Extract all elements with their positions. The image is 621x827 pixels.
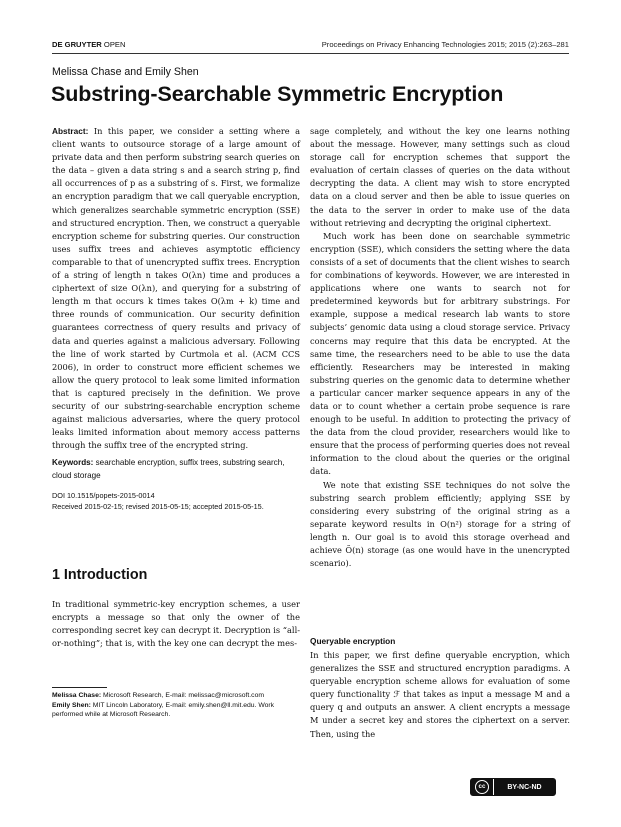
footnote-rule [52, 687, 107, 688]
footnote-shen: Emily Shen: MIT Lincoln Laboratory, E-mail: emily.shen@ll.mit.edu. Work performed while at Microsoft Research. [52, 701, 275, 719]
received-dates: Received 2015-02-15; revised 2015-05-15; accepted 2015-05-15. [52, 501, 264, 511]
creative-commons-icon: cc [471, 779, 493, 795]
doi-block [52, 490, 300, 512]
abstract-text: In this paper, we consider a setting where a client wants to outsource storage of a large amount of private data and then perform substring search queries on the data – given a data string s and a search string p, find all occurrences of p as a substring of s. First, we formalize an encryption paradigm that we call queryable encryption, which generalizes searchable symmetric encryption (SSE) and structured encryption. Then, we construct a queryable encryption scheme for substring queries. Our construction uses suffix trees and achieves asymptotic efficiency comparable to that of unencrypted suffix trees. Encryption of a string of length n takes O(λn) time and produces a ciphertext of size O(λn), and querying for a substring of length m that occurs k times takes O(λm + k) time and three rounds of communication. Our security definition guarantees correctness of query results and privacy of data and queries against a malicious adversary. Following the line of work started by Curtmola et al. (ACM CCS 2006), in order to construct more efficient schemes we allow the query protocol to leak some limited information that is captured precisely in the definition. We prove security of our substring-searchable encryption scheme against malicious adversaries, where the query protocol leaks limited information about memory access patterns through the suffix tree of the encrypted string. [52, 126, 300, 451]
right-column [310, 125, 570, 570]
doi: DOI 10.1515/popets-2015-0014 [52, 490, 155, 500]
abstract-label: Abstract: [52, 126, 89, 136]
author-footnotes [52, 691, 300, 720]
left-column [52, 125, 300, 512]
intro-paragraph-3: We note that existing SSE techniques do not solve the substring search problem efficiently; applying SSE by considering every substring of the original string as a separate keyword results in O(n²) storage for a string of length n. Our goal is to avoid this storage overhead and achieve Õ(n) storage (as one would have in the unencrypted scenario). [310, 479, 570, 569]
header-rule [52, 53, 569, 54]
abstract [52, 125, 300, 452]
author-line: Melissa Chase and Emily Shen [52, 66, 199, 78]
intro-paragraph-continued: sage completely, and without the key one learns nothing about the message. However, many settings such as cloud storage call for encryption schemes that support the evaluation of certain classes of queries on the data without decrypting the data. A client may wish to store encrypted data on a cloud server and then be able to issue queries on the data to the server in order to make use of the data without retrieving and decrypting the original ciphertext. [310, 126, 570, 228]
paper-title: Substring-Searchable Symmetric Encryption [51, 82, 504, 106]
subsection-heading-queryable-encryption: Queryable encryption [310, 636, 396, 646]
queryable-encryption-paragraph: In this paper, we first define queryable encryption, which generalizes the SSE and structured encryption paradigms. A queryable encryption scheme allows for evaluation of some query functionality ℱ that takes as input a message M and a query q and outputs an answer. A client encrypts a message M under a secret key and stores the ciphertext on a server. Then, using the [310, 650, 570, 739]
publisher-name: DE GRUYTER OPEN [52, 40, 126, 49]
running-header [52, 38, 569, 52]
section-heading-introduction: 1 Introduction [52, 567, 148, 583]
license-text: BY-NC-ND [494, 779, 555, 795]
keywords-label: Keywords: [52, 458, 94, 468]
footnote-chase: Melissa Chase: Microsoft Research, E-mail: melissac@microsoft.com [52, 692, 265, 699]
keywords-text: searchable encryption, suffix trees, substring search, cloud storage [52, 458, 285, 480]
intro-paragraph-2: Much work has been done on searchable symmetric encryption (SSE), which considers the setting where the data consists of a set of documents that the client wishes to search for combinations of keywords. However, we are interested in applications where one wants to search not for predetermined keywords but for arbitrary substrings. For example, suppose a medical research lab wants to store subjects’ genomic data using a cloud storage service. Privacy concerns may require that this data be encrypted. At the same time, the researchers need to be able to use the data efficiently. Researchers may be interested in making substring queries on the genomic data to determine whether a particular cancer marker sequence appears in any of the data or to count whether a certain probe sequence is rare enough to be useful. In addition to protecting the privacy of the data from the cloud provider, researchers would like to ensure that the process of performing queries does not reveal information to the cloud about the queries or the original data. [310, 230, 570, 477]
keywords [52, 457, 300, 481]
journal-citation: Proceedings on Privacy Enhancing Technologies 2015; 2015 (2):263–281 [321, 40, 569, 49]
introduction-paragraph: In traditional symmetric-key encryption schemes, a user encrypts a message so that only the owner of the corresponding secret key can decrypt it. Decryption is “all-or-nothing”; that is, with the key one can decrypt the mes- [52, 599, 300, 649]
cc-license-badge[interactable] [470, 778, 556, 796]
